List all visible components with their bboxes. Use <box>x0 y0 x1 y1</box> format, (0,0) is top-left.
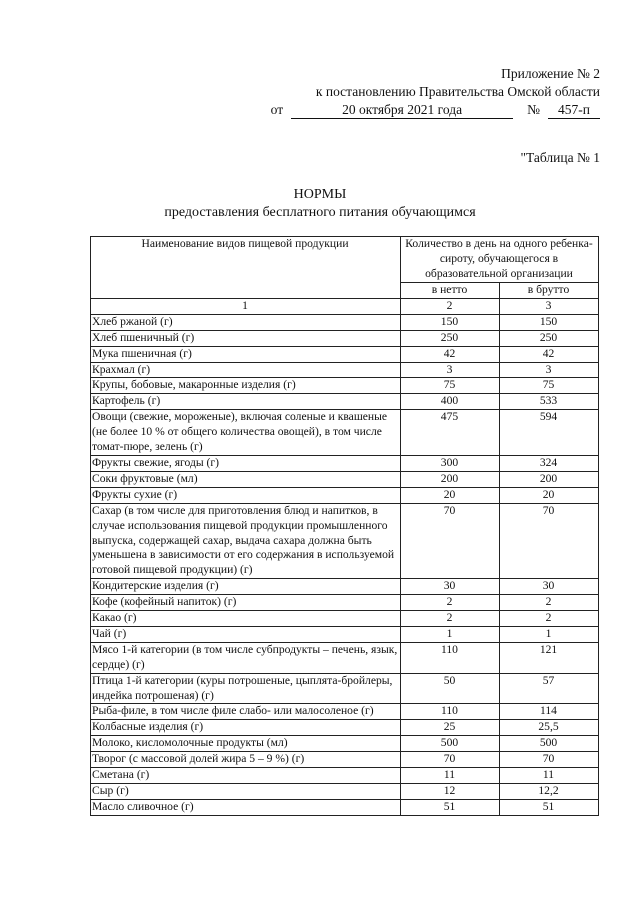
table-row <box>91 314 599 330</box>
net-amount-cell: 42 <box>401 346 500 362</box>
gross-amount-cell: 42 <box>500 346 599 362</box>
gross-amount-cell: 500 <box>500 736 599 752</box>
product-name-cell: Мука пшеничная (г) <box>91 346 401 362</box>
document-title: НОРМЫ <box>293 187 347 202</box>
product-name-cell: Птица 1-й категории (куры потрошеные, цыплята-бройлеры, индейка потрошеная) (г) <box>91 673 401 704</box>
table-row <box>91 330 599 346</box>
net-amount-cell: 200 <box>401 471 500 487</box>
product-name-cell: Чай (г) <box>91 626 401 642</box>
from-label: от <box>270 102 284 117</box>
product-name-cell: Молоко, кисломолочные продукты (мл) <box>91 736 401 752</box>
gross-amount-cell: 533 <box>500 394 599 410</box>
product-name-cell: Соки фруктовые (мл) <box>91 471 401 487</box>
table-row <box>91 579 599 595</box>
column-number-2: 2 <box>401 298 500 314</box>
gross-amount-cell: 70 <box>500 503 599 579</box>
resolution-date-line <box>271 101 600 119</box>
table-row <box>91 752 599 768</box>
gross-amount-cell: 594 <box>500 410 599 456</box>
column-number-1: 1 <box>91 298 401 314</box>
gross-amount-cell: 11 <box>500 768 599 784</box>
gross-amount-cell: 75 <box>500 378 599 394</box>
table-row <box>91 784 599 800</box>
column-header-quantity: Количество в день на одного ребенка-сироту, обучающегося в образовательной организации <box>401 237 599 283</box>
gross-amount-cell: 3 <box>500 362 599 378</box>
table-row <box>91 455 599 471</box>
net-amount-cell: 500 <box>401 736 500 752</box>
table-row <box>91 378 599 394</box>
gross-amount-cell: 12,2 <box>500 784 599 800</box>
table-row <box>91 642 599 673</box>
product-name-cell: Творог (с массовой долей жира 5 – 9 %) (г) <box>91 752 401 768</box>
product-name-cell: Кондитерские изделия (г) <box>91 579 401 595</box>
net-amount-cell: 70 <box>401 503 500 579</box>
gross-amount-cell: 121 <box>500 642 599 673</box>
product-name-cell: Сахар (в том числе для приготовления блюд и напитков, в случае использования пищевой продукции промышленного выпуска, содержащей сахар, выдача сахара должна быть уменьшена в зависимости от его содержания в используемой готовой пищевой продукции) (г) <box>91 503 401 579</box>
product-name-cell: Колбасные изделия (г) <box>91 720 401 736</box>
resolution-date: 20 октября 2021 года <box>291 102 513 119</box>
table-row <box>91 595 599 611</box>
column-header-net: в нетто <box>401 283 500 299</box>
net-amount-cell: 3 <box>401 362 500 378</box>
product-name-cell: Рыба-филе, в том числе филе слабо- или малосоленое (г) <box>91 704 401 720</box>
product-name-cell: Хлеб пшеничный (г) <box>91 330 401 346</box>
product-name-cell: Какао (г) <box>91 611 401 627</box>
gross-amount-cell: 114 <box>500 704 599 720</box>
product-name-cell: Хлеб ржаной (г) <box>91 314 401 330</box>
net-amount-cell: 11 <box>401 768 500 784</box>
gross-amount-cell: 150 <box>500 314 599 330</box>
table-row <box>91 626 599 642</box>
table-row <box>91 471 599 487</box>
table-row <box>91 503 599 579</box>
resolution-number: 457-п <box>548 102 600 119</box>
table-row <box>91 799 599 815</box>
net-amount-cell: 20 <box>401 487 500 503</box>
product-name-cell: Фрукты свежие, ягоды (г) <box>91 455 401 471</box>
net-amount-cell: 50 <box>401 673 500 704</box>
product-name-cell: Кофе (кофейный напиток) (г) <box>91 595 401 611</box>
table-row <box>91 768 599 784</box>
gross-amount-cell: 200 <box>500 471 599 487</box>
product-name-cell: Крупы, бобовые, макаронные изделия (г) <box>91 378 401 394</box>
gross-amount-cell: 30 <box>500 579 599 595</box>
table-row <box>91 611 599 627</box>
table-row <box>91 362 599 378</box>
product-name-cell: Сметана (г) <box>91 768 401 784</box>
table-row <box>91 346 599 362</box>
gross-amount-cell: 2 <box>500 595 599 611</box>
net-amount-cell: 1 <box>401 626 500 642</box>
table-row <box>91 720 599 736</box>
table-row <box>91 673 599 704</box>
product-name-cell: Овощи (свежие, мороженые), включая соленые и квашеные (не более 10 % от общего количества овощей), в том числе томат-пюре, зелень (г) <box>91 410 401 456</box>
gross-amount-cell: 25,5 <box>500 720 599 736</box>
net-amount-cell: 51 <box>401 799 500 815</box>
product-name-cell: Картофель (г) <box>91 394 401 410</box>
norms-table <box>90 236 599 816</box>
net-amount-cell: 110 <box>401 642 500 673</box>
product-name-cell: Масло сливочное (г) <box>91 799 401 815</box>
net-amount-cell: 25 <box>401 720 500 736</box>
appendix-label: Приложение № 2 <box>501 66 600 81</box>
product-name-cell: Сыр (г) <box>91 784 401 800</box>
table-row <box>91 487 599 503</box>
net-amount-cell: 475 <box>401 410 500 456</box>
product-name-cell: Фрукты сухие (г) <box>91 487 401 503</box>
gross-amount-cell: 324 <box>500 455 599 471</box>
net-amount-cell: 400 <box>401 394 500 410</box>
product-name-cell: Мясо 1-й категории (в том числе субпродукты – печень, язык, сердце) (г) <box>91 642 401 673</box>
gross-amount-cell: 20 <box>500 487 599 503</box>
net-amount-cell: 12 <box>401 784 500 800</box>
gross-amount-cell: 1 <box>500 626 599 642</box>
number-label: № <box>527 102 540 117</box>
column-header-gross: в брутто <box>500 283 599 299</box>
net-amount-cell: 70 <box>401 752 500 768</box>
net-amount-cell: 300 <box>401 455 500 471</box>
table-reference: "Таблица № 1 <box>520 150 600 165</box>
column-header-name: Наименование видов пищевой продукции <box>91 237 401 299</box>
net-amount-cell: 250 <box>401 330 500 346</box>
product-name-cell: Крахмал (г) <box>91 362 401 378</box>
gross-amount-cell: 2 <box>500 611 599 627</box>
gross-amount-cell: 250 <box>500 330 599 346</box>
table-row <box>91 394 599 410</box>
gross-amount-cell: 51 <box>500 799 599 815</box>
gross-amount-cell: 70 <box>500 752 599 768</box>
net-amount-cell: 75 <box>401 378 500 394</box>
net-amount-cell: 150 <box>401 314 500 330</box>
net-amount-cell: 110 <box>401 704 500 720</box>
gross-amount-cell: 57 <box>500 673 599 704</box>
table-row <box>91 410 599 456</box>
column-number-3: 3 <box>500 298 599 314</box>
net-amount-cell: 30 <box>401 579 500 595</box>
document-subtitle: предоставления бесплатного питания обучающимся <box>164 205 476 220</box>
table-row <box>91 736 599 752</box>
net-amount-cell: 2 <box>401 595 500 611</box>
net-amount-cell: 2 <box>401 611 500 627</box>
resolution-label: к постановлению Правительства Омской области <box>315 84 600 99</box>
table-row <box>91 704 599 720</box>
